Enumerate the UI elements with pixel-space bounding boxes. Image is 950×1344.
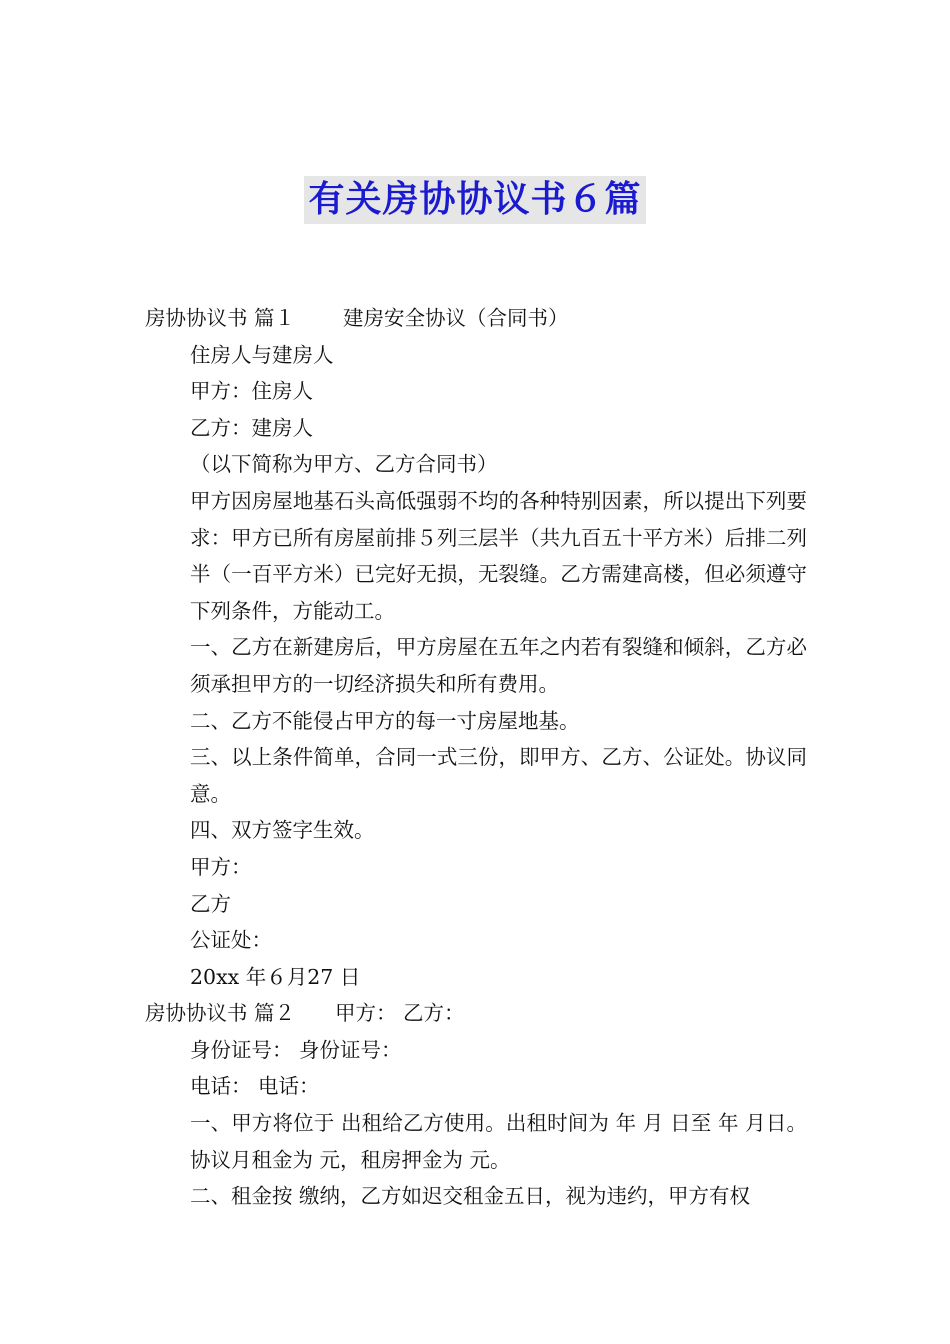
paragraph: 一、甲方将位于 出租给乙方使用。出租时间为 年 月 日至 年 月日。协议月租金为 元，租房押金为 元。	[190, 1111, 807, 1172]
paragraph: 二、乙方不能侵占甲方的每一寸房屋地基。	[190, 708, 580, 733]
section-1-subtitle: 建房安全协议（合同书）	[343, 306, 569, 330]
paragraph: 甲方：	[190, 854, 252, 879]
document-title: 有关房协协议书６篇	[304, 176, 645, 224]
paragraph: 甲方：住房人	[190, 379, 313, 404]
paragraph: 住房人与建房人	[190, 342, 334, 367]
paragraph: 身份证号： 身份证号：	[190, 1037, 402, 1062]
paragraph: 三、以上条件简单，合同一式三份，即甲方、乙方、公证处。协议同意。	[190, 745, 807, 806]
paragraph: 一、乙方在新建房后，甲方房屋在五年之内若有裂缝和倾斜，乙方必须承担甲方的一切经济损失和所有费用。	[190, 635, 807, 696]
paragraph: 公证处：	[190, 928, 272, 953]
document-body	[145, 300, 807, 1215]
section-heading-row	[145, 995, 807, 1032]
section-heading-row	[145, 300, 807, 337]
section-1-heading: 房协协议书 篇１	[145, 306, 296, 330]
title-container	[0, 176, 950, 224]
section-2-heading: 房协协议书 篇２	[145, 1001, 296, 1026]
paragraph: 二、租金按 缴纳，乙方如迟交租金五日，视为违约，甲方有权	[190, 1184, 751, 1209]
paragraph: 电话： 电话：	[190, 1074, 320, 1099]
date-line: 20xx 年６月27 日	[190, 964, 361, 989]
paragraph: 四、双方签字生效。	[190, 818, 375, 843]
section-2-subtitle: 甲方： 乙方：	[335, 1001, 465, 1026]
paragraph: （以下简称为甲方、乙方合同书）	[190, 452, 498, 477]
paragraph: 乙方	[190, 891, 231, 916]
paragraph: 乙方：建房人	[190, 415, 313, 440]
paragraph: 甲方因房屋地基石头高低强弱不均的各种特别因素，所以提出下列要求：甲方已所有房屋前排５列三层半（共九百五十平方米）后排二列半（一百平方米）已完好无损，无裂缝。乙方需建高楼，但必须遵守下列条件，方能动工。	[190, 488, 807, 623]
